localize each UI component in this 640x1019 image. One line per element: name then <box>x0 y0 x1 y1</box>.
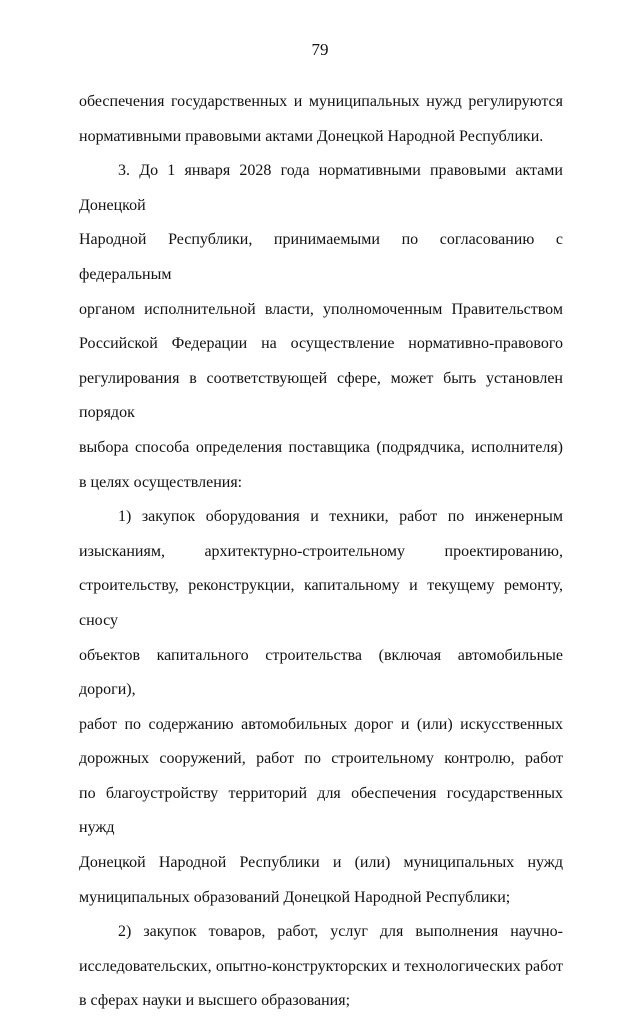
text-line: регулирования в соответствующей сфере, может быть установлен порядок <box>79 369 563 422</box>
text-line: Российской Федерации на осуществление нормативно-правового <box>79 335 563 353</box>
text-line: объектов капитального строительства (включая автомобильные дороги), <box>79 646 563 699</box>
text-line: исследовательских, опытно-конструкторских и технологических работ <box>79 957 563 975</box>
text-line: в целях осуществления: <box>79 473 243 491</box>
text-line: работ по содержанию автомобильных дорог и (или) искусственных <box>79 715 563 733</box>
text-line: Донецкой Народной Республики и (или) муниципальных нужд <box>79 854 563 872</box>
document-body <box>79 85 563 1019</box>
text-line: 3. До 1 января 2028 года нормативными правовыми актами Донецкой <box>79 162 563 214</box>
text-line: в сферах науки и высшего образования; <box>79 992 351 1010</box>
text-line: муниципальных образований Донецкой Народной Республики; <box>79 888 511 906</box>
text-line: выбора способа определения поставщика (подрядчика, исполнителя) <box>79 438 563 456</box>
text-line: нормативными правовыми актами Донецкой Народной Республики. <box>79 127 544 145</box>
text-line: 2) закупок товаров, работ, услуг для выполнения научно- <box>118 923 563 941</box>
page-number: 79 <box>311 40 329 59</box>
text-line: Народной Республики, принимаемыми по согласованию с федеральным <box>79 231 563 283</box>
text-line: обеспечения государственных и муниципальных нужд регулируются <box>79 93 563 110</box>
text-line: по благоустройству территорий для обеспечения государственных нужд <box>79 784 563 837</box>
text-line: строительству, реконструкции, капитальному и текущему ремонту, сносу <box>79 577 563 629</box>
text-line: органом исполнительной власти, уполномоченным Правительством <box>79 300 563 318</box>
text-line: изысканиям, архитектурно-строительному проектированию, <box>79 542 563 560</box>
text-line: 1) закупок оборудования и техники, работ по инженерным <box>118 508 563 526</box>
text-line: дорожных сооружений, работ по строительному контролю, работ <box>79 750 563 768</box>
